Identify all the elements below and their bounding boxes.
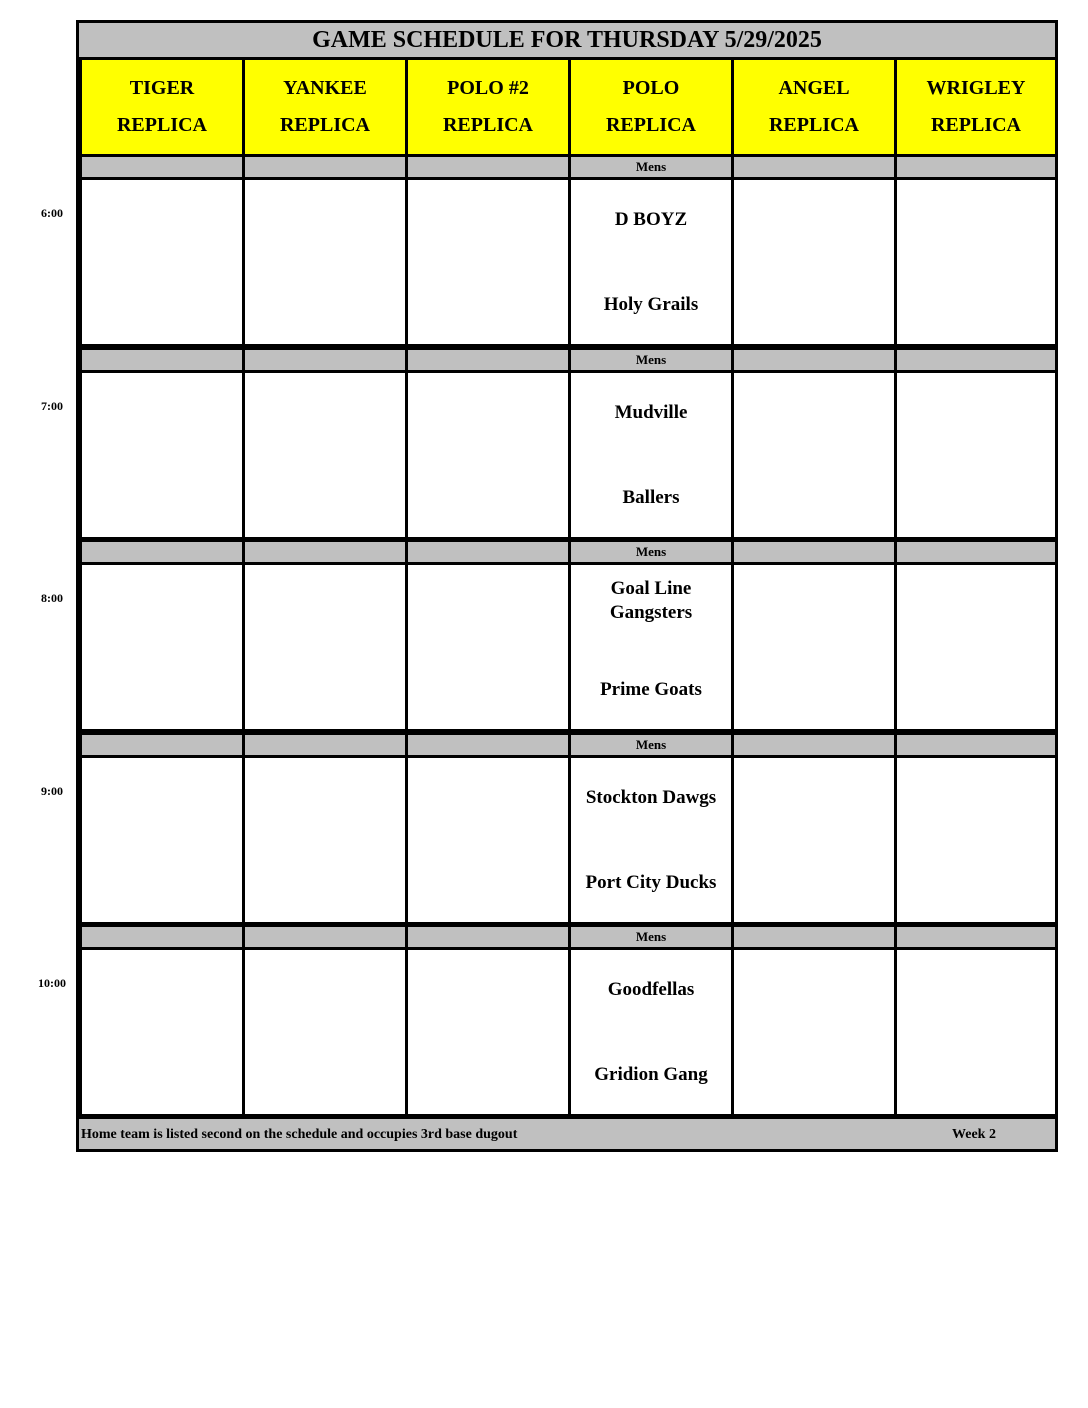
field-header-3 — [568, 57, 734, 157]
field-name: WRIGLEY — [926, 77, 1026, 99]
game-cell — [242, 177, 408, 347]
schedule-title: GAME SCHEDULE FOR THURSDAY 5/29/2025 — [79, 23, 1055, 57]
schedule-footer — [79, 1116, 1055, 1149]
home-team-note: Home team is listed second on the schedule and occupies 3rd base dugout — [81, 1127, 518, 1142]
field-name: POLO #2 — [447, 77, 529, 99]
game-cell — [568, 562, 734, 732]
field-sub: REPLICA — [605, 114, 696, 136]
field-name: YANKEE — [283, 77, 367, 99]
field-sub: REPLICA — [442, 114, 533, 136]
game-cell — [731, 562, 897, 732]
field-header-5 — [894, 57, 1058, 157]
game-cell — [242, 370, 408, 540]
game-cell — [405, 177, 571, 347]
field-name: POLO — [622, 77, 680, 99]
field-header-1 — [242, 57, 408, 157]
field-sub: REPLICA — [279, 114, 370, 136]
field-sub: REPLICA — [930, 114, 1021, 136]
field-header-0 — [79, 57, 245, 157]
division-label: Mens — [568, 347, 734, 373]
away-team: Goal Line Gangsters — [609, 578, 693, 623]
game-cell — [242, 562, 408, 732]
game-cell — [731, 755, 897, 925]
game-cell — [568, 947, 734, 1117]
field-header-4 — [731, 57, 897, 157]
time-label: 10:00 — [38, 976, 66, 990]
field-name: ANGEL — [778, 77, 850, 99]
home-team: Prime Goats — [600, 679, 702, 700]
time-label: 9:00 — [41, 784, 63, 798]
division-label: Mens — [568, 924, 734, 950]
game-cell — [894, 177, 1058, 347]
game-cell — [894, 370, 1058, 540]
division-label: Mens — [568, 732, 734, 758]
game-cell — [79, 947, 245, 1117]
game-cell — [894, 947, 1058, 1117]
game-cell — [79, 562, 245, 732]
game-cell — [405, 947, 571, 1117]
field-sub: REPLICA — [116, 114, 207, 136]
away-team: Mudville — [614, 402, 688, 423]
game-cell — [894, 755, 1058, 925]
game-cell — [79, 755, 245, 925]
time-label: 7:00 — [41, 399, 63, 413]
game-cell — [568, 755, 734, 925]
away-team: Stockton Dawgs — [585, 787, 717, 808]
game-cell — [731, 947, 897, 1117]
field-header-2 — [405, 57, 571, 157]
game-cell — [405, 370, 571, 540]
game-cell — [242, 755, 408, 925]
time-label: 6:00 — [41, 206, 63, 220]
home-team: Port City Ducks — [585, 872, 717, 893]
home-team: Gridion Gang — [594, 1064, 708, 1085]
game-cell — [568, 177, 734, 347]
schedule-table — [76, 20, 1058, 1152]
field-name: TIGER — [129, 77, 195, 99]
division-label: Mens — [568, 539, 734, 565]
week-label: Week 2 — [952, 1127, 996, 1142]
game-cell — [731, 177, 897, 347]
game-cell — [79, 370, 245, 540]
game-cell — [242, 947, 408, 1117]
game-cell — [79, 177, 245, 347]
game-cell — [894, 562, 1058, 732]
game-cell — [731, 370, 897, 540]
game-cell — [405, 562, 571, 732]
away-team: D BOYZ — [614, 209, 688, 230]
field-sub: REPLICA — [768, 114, 859, 136]
division-label: Mens — [568, 154, 734, 180]
game-cell — [568, 370, 734, 540]
home-team: Holy Grails — [603, 294, 699, 315]
game-cell — [405, 755, 571, 925]
home-team: Ballers — [622, 487, 680, 508]
away-team: Goodfellas — [607, 979, 695, 1000]
time-label: 8:00 — [41, 591, 63, 605]
